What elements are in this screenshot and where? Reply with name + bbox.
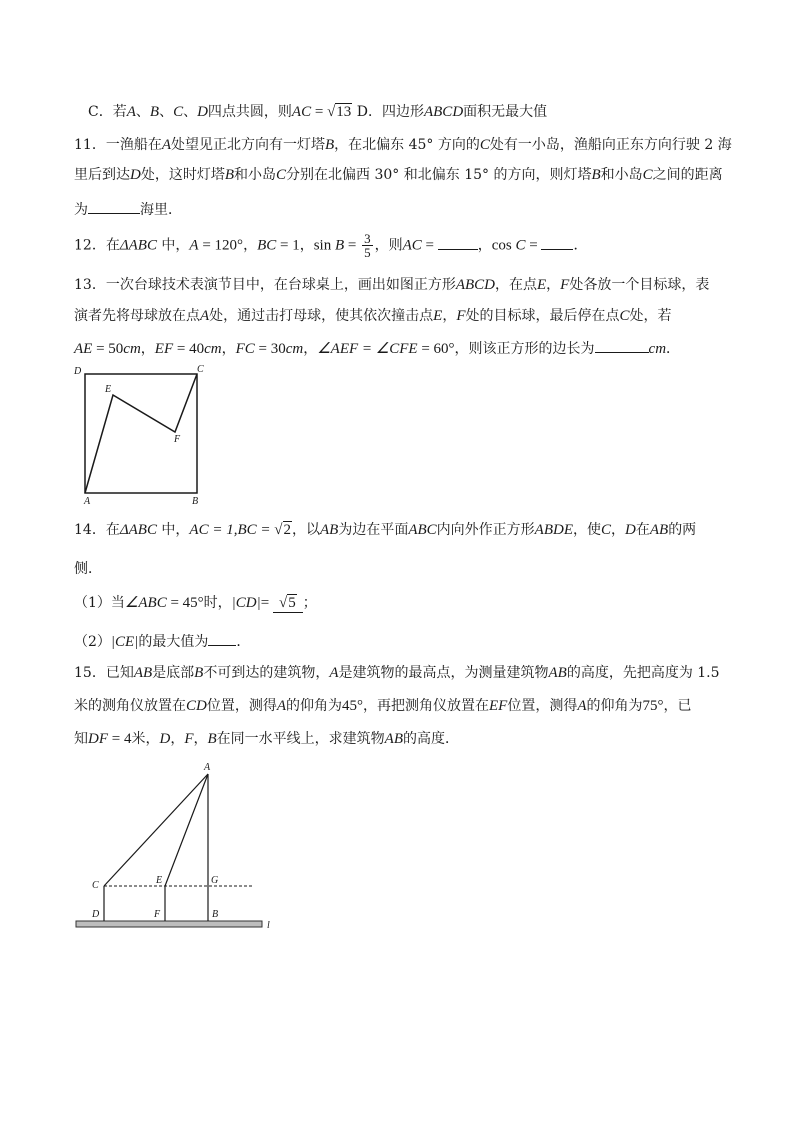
q13-line-2: 演者先将母球放在点A处，通过击打母球，使其依次撞击点E，F处的目标球，最后停在点C处，若 — [74, 308, 672, 324]
q11-line-1: 11．一渔船在A处望见正北方向有一灯塔B，在北偏东 45° 方向的C处有一小岛，渔船向正东方向行驶 2 海 — [74, 137, 732, 153]
label-a: A — [204, 762, 211, 773]
label-a: A — [84, 496, 91, 506]
label-f: F — [154, 909, 161, 920]
line-ac — [104, 774, 208, 886]
q11-line-3: 为 海里． — [74, 199, 182, 219]
sqrt-2: √2 — [274, 522, 291, 538]
q15-line-1: 15．已知AB是底部B不可到达的建筑物，A是建筑物的最高点，为测量建筑物AB的高度，先把高度为 1.5 — [74, 665, 720, 681]
q11-answer-blank[interactable] — [88, 199, 140, 214]
q11-line-2: 里后到达D处，这时灯塔B和小岛C分别在北偏西 30° 和北偏东 15° 的方向，则灯塔B和小岛C之间的距离 — [74, 167, 723, 183]
q13-answer-blank[interactable] — [595, 338, 649, 353]
ground-bar — [76, 921, 262, 927]
q14-line-2: 侧． — [74, 561, 102, 577]
ball-path — [85, 374, 197, 493]
billiard-square-figure — [70, 364, 215, 506]
fraction-3-5: $\frac{3}{5}$ — [364, 231, 371, 260]
q15-line-3: 知DF = 4米，D，F，B在同一水平线上，求建筑物AB的高度． — [74, 731, 459, 747]
question-12: 12．在ΔABC 中，A = 120°，BC = 1，sin B = $\frac{3}{5}$ ，则AC = ，cos C = ． — [74, 231, 588, 260]
label-c: C — [92, 880, 99, 891]
option-c-d-line: C．若A、B、C、D四点共圆，则AC = √13 D．四边形ABCD面积无最大值 — [88, 104, 548, 120]
label-e: E — [156, 875, 163, 886]
q14-part-2: （2）|CE|的最大值为 ． — [74, 631, 250, 651]
label-c: C — [197, 364, 204, 375]
label-b: B — [212, 909, 219, 920]
label-f: F — [174, 434, 181, 445]
line-ae — [165, 774, 208, 886]
label-d: D — [92, 909, 100, 920]
q12-ac-blank[interactable] — [438, 235, 478, 250]
q14-part1-answer: √5 — [273, 594, 303, 613]
sqrt-13: √13 — [327, 104, 352, 120]
q12-cos-blank[interactable] — [541, 235, 573, 250]
label-d: D — [74, 366, 82, 377]
building-measure-figure — [70, 758, 290, 938]
q13-line-3: AE = 50cm，EF = 40cm，FC = 30cm，∠AEF = ∠CFE = 60°，则该正方形的边长为 cm． — [74, 338, 680, 358]
q15-line-2: 米的测角仪放置在CD位置，测得A的仰角为45°，再把测角仪放置在EF位置，测得A的仰角为75°，已 — [74, 698, 692, 714]
q13-line-1: 13．一次台球技术表演节目中，在台球桌上，画出如图正方形ABCD，在点E，F处各放一个目标球，表 — [74, 277, 710, 293]
label-g: G — [211, 875, 219, 886]
q14-part2-blank[interactable] — [208, 631, 236, 646]
label-e: E — [105, 384, 112, 395]
label-b: B — [192, 496, 199, 506]
q14-line-1: 14．在ΔABC 中，AC = 1,BC = √2，以AB为边在平面ABC内向外作正方形ABDE，使C，D在AB的两 — [74, 522, 697, 538]
q14-part-1: （1）当∠ABC = 45°时，|CD|= √5 ； — [74, 595, 317, 611]
label-l: l — [267, 920, 270, 931]
